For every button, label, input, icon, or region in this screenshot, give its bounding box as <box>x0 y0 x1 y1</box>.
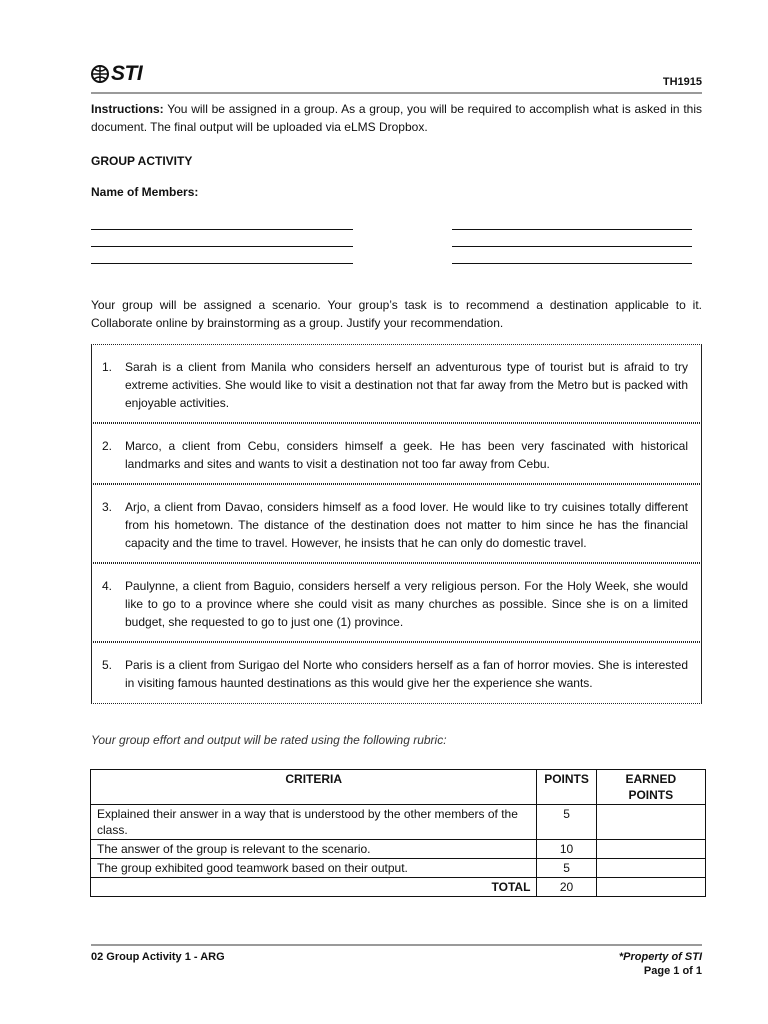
task-paragraph: Your group will be assigned a scenario. Your group’s task is to recommend a destination applicable to it. Collaborate online by brainstorming as a group. Justify your recommendation. <box>91 298 702 330</box>
activity-title: GROUP ACTIVITY <box>91 154 193 168</box>
member-name-line[interactable] <box>452 246 692 247</box>
scenario-box <box>91 563 702 642</box>
member-name-line[interactable] <box>91 229 353 230</box>
total-label: TOTAL <box>91 878 537 897</box>
table-row <box>91 805 706 840</box>
instructions-label: Instructions: <box>91 102 164 116</box>
criteria-header: CRITERIA <box>91 770 537 805</box>
scenario-text: Paulynne, a client from Baguio, considers herself a very religious person. For the Holy Week, she would like to go to a province where she could visit as many churches as possible. Since she is on a limited budget, she requested to go to just one (1) province. <box>125 579 688 629</box>
scenario-number: 4. <box>102 579 113 593</box>
earned-points-header: EARNED POINTS <box>596 770 705 805</box>
member-name-line[interactable] <box>452 229 692 230</box>
table-row <box>91 840 706 859</box>
scenario-text: Arjo, a client from Davao, considers himself as a food lover. He would like to try cuisines totally different from his hometown. The distance of the destination does not matter to him since he has the financial capacity and the time to travel. However, he insists that he can only do domestic travel. <box>125 500 688 550</box>
earned-points-cell[interactable] <box>596 805 705 840</box>
points-cell: 5 <box>537 859 596 878</box>
logo-text: STI <box>111 62 143 85</box>
scenario-text: Marco, a client from Cebu, considers himself a geek. He has been very fascinated with historical landmarks and sites and wants to visit a destination not too far away from Cebu. <box>125 439 688 471</box>
points-cell: 10 <box>537 840 596 859</box>
points-header: POINTS <box>537 770 596 805</box>
instructions-text: You will be assigned in a group. As a group, you will be required to accomplish what is asked in this document. The final output will be uploaded via eLMS Dropbox. <box>91 102 702 134</box>
member-name-line[interactable] <box>91 263 353 264</box>
rubric-table <box>90 769 706 897</box>
scenario-number: 5. <box>102 658 113 672</box>
footer-property: *Property of STI <box>618 951 702 963</box>
globe-icon <box>91 64 109 84</box>
scenario-text: Paris is a client from Surigao del Norte who considers herself as a fan of horror movies. She is interested in visiting famous haunted destinations as this would give her the experience she wants. <box>125 658 688 690</box>
total-row <box>91 878 706 897</box>
table-row <box>91 859 706 878</box>
footer-divider <box>91 944 702 946</box>
rubric-header-row <box>91 770 706 805</box>
scenario-text: Sarah is a client from Manila who considers herself an adventurous type of tourist but is afraid to try extreme activities. She would like to visit a destination not that far away from the Metro but is packed with enjoyable activities. <box>125 360 688 410</box>
header-divider <box>91 92 702 94</box>
points-cell: 5 <box>537 805 596 840</box>
scenario-box <box>91 484 702 563</box>
document-code: TH1915 <box>662 76 702 88</box>
criteria-cell: The answer of the group is relevant to the scenario. <box>91 840 537 859</box>
earned-points-cell[interactable] <box>596 840 705 859</box>
scenario-number: 2. <box>102 439 113 453</box>
criteria-cell: The group exhibited good teamwork based on their output. <box>91 859 537 878</box>
total-earned-cell[interactable] <box>596 878 705 897</box>
footer-page-number: Page 1 of 1 <box>643 965 702 977</box>
scenario-box <box>91 344 702 423</box>
members-label: Name of Members: <box>91 185 199 199</box>
member-name-line[interactable] <box>91 246 353 247</box>
member-name-line[interactable] <box>452 263 692 264</box>
earned-points-cell[interactable] <box>596 859 705 878</box>
footer-activity-name: 02 Group Activity 1 - ARG <box>91 951 225 963</box>
rubric-intro: Your group effort and output will be rated using the following rubric: <box>91 733 447 747</box>
scenario-box <box>91 642 702 704</box>
total-points: 20 <box>537 878 596 897</box>
scenario-number: 1. <box>102 360 113 374</box>
criteria-cell: Explained their answer in a way that is understood by the other members of the class. <box>91 805 537 840</box>
sti-logo <box>91 62 142 86</box>
instructions-paragraph <box>91 100 702 136</box>
scenario-box <box>91 423 702 484</box>
scenario-number: 3. <box>102 500 113 514</box>
